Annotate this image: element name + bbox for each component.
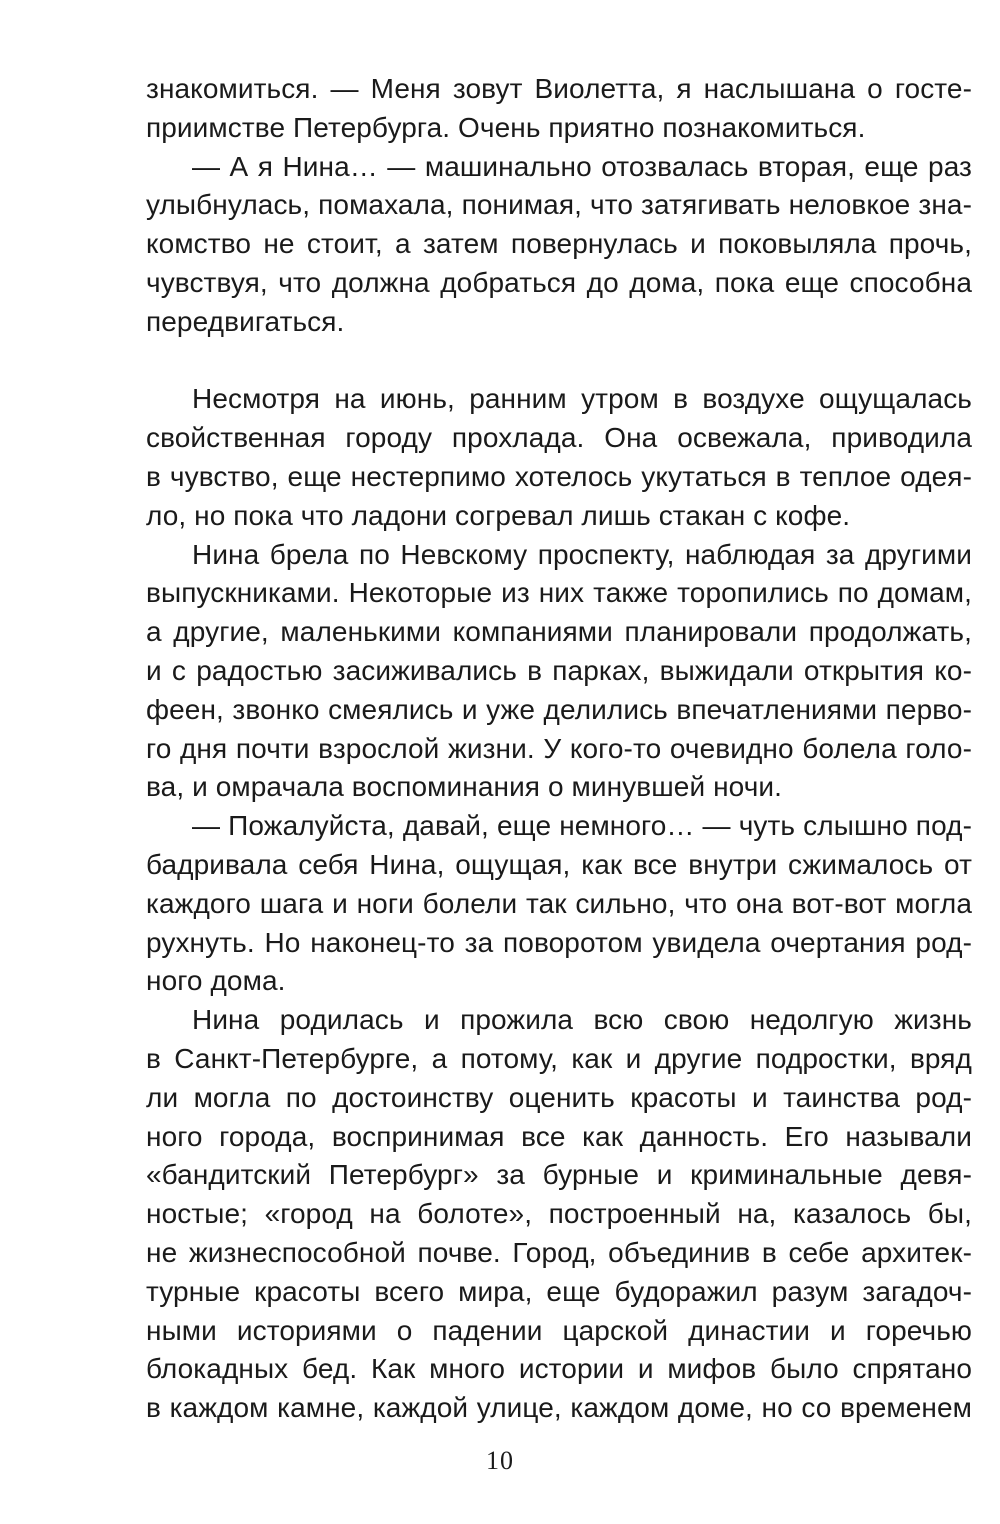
text-line: феен, звонко смеялись и уже делились впечатлениями перво- (146, 693, 972, 725)
text-line: рухнуть. Но наконец-то за поворотом увидела очертания род- (146, 926, 972, 958)
text-line: ло, но пока что ладони согревал лишь стакан с кофе. (146, 499, 851, 531)
page-number: 10 (486, 1446, 514, 1475)
text-line: ностые; «город на болоте», построенный на, казалось бы, (146, 1198, 972, 1230)
text-line: «бандитский Петербург» за бурные и криминальные девя- (146, 1159, 972, 1191)
text-line: не жизнеспособной почве. Город, объединив в себе архитек- (146, 1236, 972, 1268)
text-line: бадривала себя Нина, ощущая, как все внутри сжималось от (146, 848, 972, 880)
text-line: каждого шага и ноги болели так сильно, что она вот-вот могла (146, 887, 972, 919)
text-line: чувствуя, что должна добраться до дома, пока еще способна (146, 266, 972, 298)
text-line: ли могла по достоинству оценить красоты и таинства род- (146, 1081, 972, 1113)
text-line: передвигаться. (146, 305, 345, 337)
text-line: приимстве Петербурга. Очень приятно познакомиться. (146, 111, 866, 143)
text-line: — Пожалуйста, давай, еще немного… — чуть слышно под- (192, 810, 972, 842)
text-line: Нина брела по Невскому проспекту, наблюдая за другими (192, 538, 972, 570)
text-line: улыбнулась, помахала, понимая, что затягивать неловкое зна- (146, 189, 972, 221)
text-line: го дня почти взрослой жизни. У кого-то очевидно болела голо- (146, 732, 972, 764)
text-line: блокадных бед. Как много истории и мифов было спрятано (146, 1353, 972, 1385)
paragraph-gap (146, 342, 972, 381)
text-line: Несмотря на июнь, ранним утром в воздухе ощущалась (192, 383, 972, 415)
text-line: турные красоты всего мира, еще будоражил разум загадоч- (146, 1275, 972, 1307)
text-line: в каждом камне, каждой улице, каждом доме, но со временем (146, 1392, 972, 1424)
text-line: ного дома. (146, 965, 286, 997)
text-line: Нина родилась и прожила всю свою недолгую жизнь (192, 1004, 972, 1036)
text-line: а другие, маленькими компаниями планировали продолжать, (146, 616, 972, 648)
text-line: ного города, воспринимая все как данность. Его называли (146, 1120, 972, 1152)
text-line: знакомиться. — Меня зовут Виолетта, я наслышана о госте- (146, 73, 972, 104)
text-line: ва, и омрачала воспоминания о минувшей ночи. (146, 771, 783, 803)
text-line: ными историями о падении царской династии и горечью (146, 1314, 972, 1346)
text-line: комство не стоит, а затем повернулась и поковыляла прочь, (146, 228, 972, 260)
text-line: выпускниками. Некоторые из них также торопились по домам, (146, 577, 972, 609)
text-line: и с радостью засиживались в парках, выжидали открытия ко- (146, 654, 972, 686)
body-text (146, 70, 972, 1428)
text-line: — А я Нина… — машинально отозвалась вторая, еще раз (192, 150, 972, 182)
text-line: в чувство, еще нестерпимо хотелось укутаться в теплое одея- (146, 460, 972, 492)
text-line: в Санкт-Петербурге, а потому, как и другие подростки, вряд (146, 1042, 972, 1074)
text-line: свойственная городу прохлада. Она освежала, приводила (146, 422, 972, 454)
